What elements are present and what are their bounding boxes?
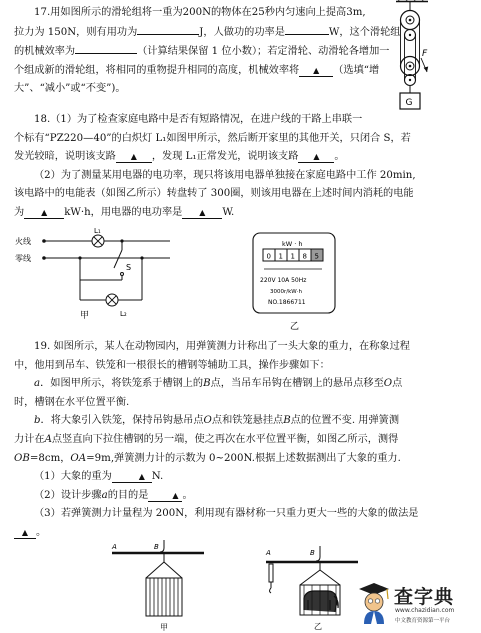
meter-digit-3: 1: [290, 252, 295, 261]
q17-blank-useful-work[interactable]: [137, 23, 199, 35]
lamp-l1-label: L₁: [94, 228, 101, 235]
lever-a-point-b: B: [154, 543, 159, 551]
meter-revolutions: 3000r/kW·h: [270, 289, 302, 295]
q19-text: 19. 如图所示，某人在动物园内，用弹簧测力计称出了一头大象的重力，在称象过程 中，他用到吊车、铁笼和一根很长的槽钢等辅助工具，操作步骤如下： a．如图甲所示，将铁笼系于槽钢上的B点，当吊车吊钩在槽钢上的悬吊点移至O点 时，槽钢在水平位置平衡. b．将大象引入铁笼，保持吊钩悬吊点O点和铁笼悬挂点B点的位置不变. 用弹簧测 力计在A点竖直向下拉住槽钢的另一端，使之再次在水平位置平衡，如图乙所示，测得 OB=8cm，OA=9m,弹簧测力计的示数为 0~200N.根据上述数据测出了大象的重力. （1）大象的重为 ▲ N. （2）设计步骤a的目的是 ▲ 。 （3）若弹簧测力计量程为 200N，利用现有器材称一只重力更大一些的大象的做法是 ▲ 。: [14, 341, 419, 538]
lever-figure-b: [256, 540, 360, 633]
logo-url: www.chazidian.com: [395, 607, 455, 614]
circuit-caption: 甲: [80, 311, 90, 320]
meter-digit-1: 0: [266, 252, 271, 261]
meter-digit-2: 1: [278, 252, 283, 261]
lever-b-point-a: A: [266, 549, 271, 557]
meter-caption: 乙: [290, 322, 300, 332]
chazidian-logo: [356, 578, 476, 630]
lever-b-caption: 乙: [314, 622, 322, 631]
lever-a-caption: 甲: [160, 623, 168, 632]
weight-label: G: [405, 98, 413, 108]
pulley-figure: [392, 0, 432, 112]
meter-digit-4: 8: [302, 252, 307, 261]
q18-text: 18.（1）为了检查家庭电路中是否有短路情况，在进户线的干路上串联一 个标有“PZ220—40”的白炽灯 L₁如图甲所示，然后断开家里的其他开关，只闭合 S，若 发光较暗，说明该支路 ▲ ，发现 L₁正常发光，说明该支路 ▲ 。 （2）为了测量某用电器的电功率，现只将该用电器单独接在家庭电路中工作 20min, 该电路中的电能表（如图乙所示）转盘转了 300圈，则该用电器在上述时间内消耗的电能 为 ▲ kW·h，用电器的电功率是 ▲ W.: [14, 114, 416, 218]
q17-blank-change[interactable]: ▲: [299, 65, 333, 77]
lever-a-point-a: A: [112, 543, 117, 551]
q19-blank-weight[interactable]: ▲: [112, 471, 152, 483]
q18-blank-power[interactable]: ▲: [182, 207, 222, 219]
pulley-force-label: F: [422, 49, 428, 59]
q17-line1: 17.用如图所示的滑轮组将一重为200N的物体在25秒内匀速向上提高3m,: [34, 7, 366, 18]
energy-meter-figure: [252, 232, 344, 332]
mascot-icon: [356, 580, 392, 626]
q18-blank-normal[interactable]: ▲: [298, 151, 334, 163]
switch-s-label: S: [126, 263, 132, 272]
live-wire-label: 火线: [15, 237, 31, 246]
q17-blank-efficiency[interactable]: [75, 42, 137, 54]
q17-text: 17.用如图所示的滑轮组将一重为200N的物体在25秒内匀速向上提高3m, 拉力为 150N，则有用功为 J，人做功的功率是 W，这个滑轮组 的机械效率为 （计算结果保留 1 位小数）；若定滑轮、动滑轮各增加一 个组成新的滑轮组，将相同的重物提升相同的高度，机械效率将 ▲ （选填“增 大”、“减小”或“不变”)。: [14, 4, 409, 99]
logo-title: 查字典: [394, 586, 455, 608]
lever-b-point-b: B: [310, 549, 315, 557]
q18-blank-dim[interactable]: ▲: [116, 151, 152, 163]
q19-blank-purpose[interactable]: ▲: [148, 490, 182, 502]
circuit-figure: [14, 228, 174, 320]
q17-blank-power[interactable]: [285, 23, 329, 35]
lamp-l2-label: L₂: [120, 310, 127, 318]
neutral-wire-label: 零线: [15, 254, 31, 263]
q18-blank-energy[interactable]: ▲: [24, 207, 64, 219]
meter-digit-5: 5: [314, 252, 319, 261]
meter-unit: kW · h: [282, 240, 303, 248]
lever-figure-a: [108, 538, 208, 633]
q19-blank-method[interactable]: ▲: [14, 527, 36, 539]
meter-serial: NO.1866711: [268, 299, 306, 306]
logo-slogan: 中文教育资源第一平台: [395, 618, 451, 624]
meter-spec: 220V 10A 50Hz: [260, 277, 307, 284]
